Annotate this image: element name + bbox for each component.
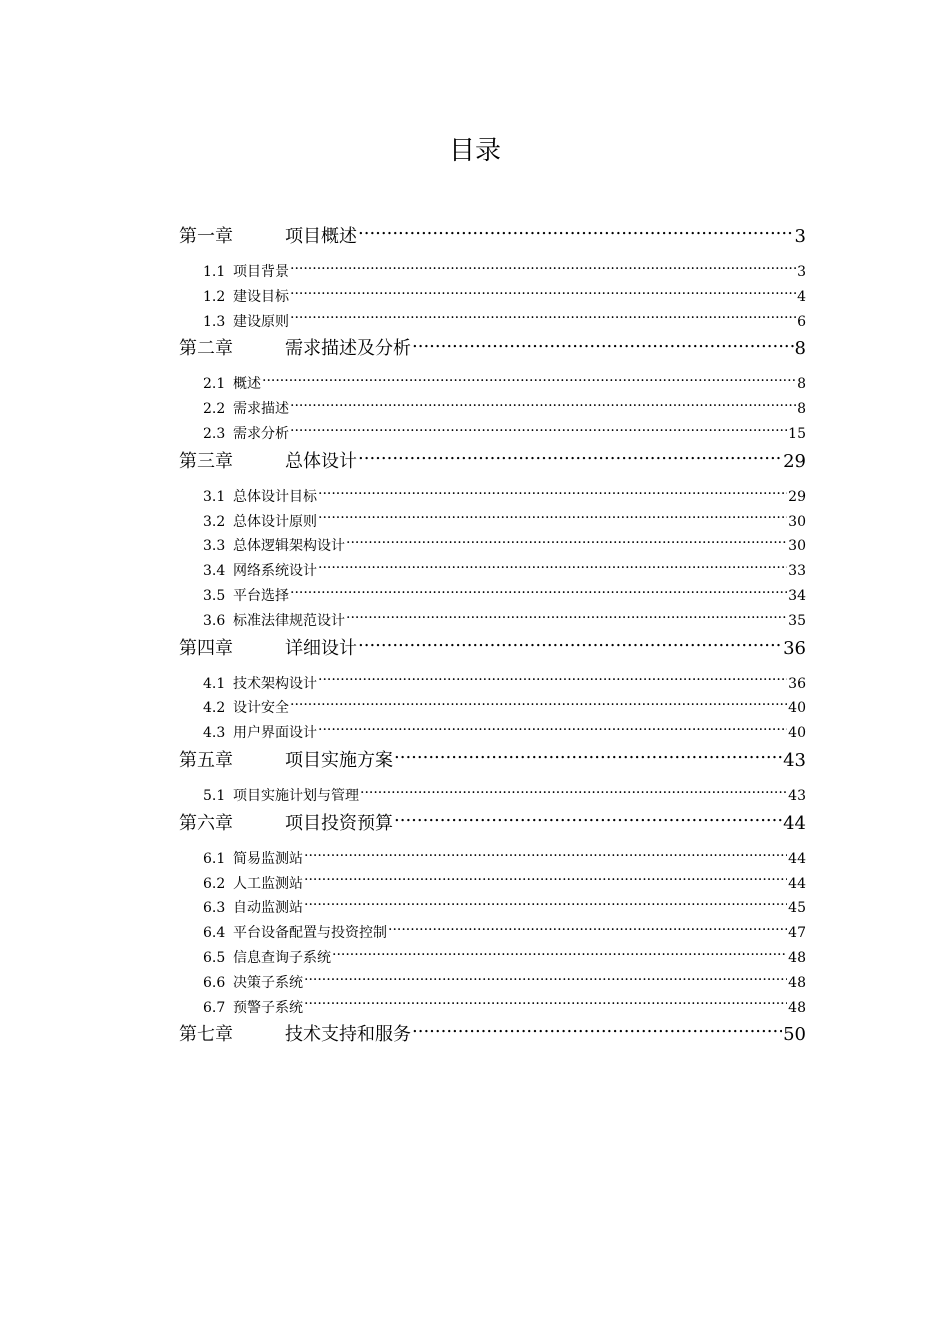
section-number: 6.2 bbox=[203, 875, 226, 892]
dot-leader bbox=[360, 786, 787, 800]
section-title: 建设目标 bbox=[233, 288, 289, 305]
section-page-number: 8 bbox=[797, 376, 806, 393]
toc-section-entry[interactable] bbox=[179, 485, 806, 510]
toc-section-entry[interactable] bbox=[179, 510, 806, 535]
toc-section-entry[interactable] bbox=[179, 534, 806, 559]
section-page-number: 8 bbox=[797, 401, 806, 418]
chapter-title: 项目实施方案 bbox=[285, 749, 393, 771]
section-page-number: 47 bbox=[788, 925, 806, 942]
section-title: 总体设计目标 bbox=[233, 488, 317, 505]
dot-leader bbox=[290, 312, 796, 326]
section-title: 预警子系统 bbox=[233, 999, 303, 1016]
toc-section-entry[interactable] bbox=[179, 310, 806, 335]
toc-chapter-entry[interactable] bbox=[179, 634, 806, 664]
dot-leader bbox=[358, 224, 794, 242]
section-title: 项目背景 bbox=[233, 264, 289, 280]
chapter-title: 需求描述及分析 bbox=[285, 338, 411, 360]
section-title: 简易监测站 bbox=[233, 850, 303, 867]
section-title: 需求分析 bbox=[233, 425, 289, 442]
section-page-number: 48 bbox=[788, 999, 806, 1016]
section-title: 标准法律规范设计 bbox=[233, 612, 345, 629]
toc-section-entry[interactable] bbox=[179, 609, 806, 634]
chapter-page-number: 8 bbox=[794, 338, 806, 360]
section-number: 3.6 bbox=[203, 612, 226, 629]
section-number: 3.1 bbox=[203, 488, 226, 505]
toc-section-entry[interactable] bbox=[179, 996, 806, 1021]
dot-leader bbox=[388, 923, 787, 937]
dot-leader bbox=[304, 973, 787, 987]
dot-leader bbox=[394, 748, 782, 766]
section-title: 项目实施计划与管理 bbox=[233, 787, 359, 804]
dot-leader bbox=[304, 998, 787, 1012]
section-number: 3.5 bbox=[203, 587, 226, 604]
section-page-number: 40 bbox=[788, 725, 806, 742]
section-page-number: 4 bbox=[797, 288, 806, 305]
section-number: 2.2 bbox=[203, 401, 226, 418]
toc-section-entry[interactable] bbox=[179, 847, 806, 872]
section-title: 建设原则 bbox=[233, 313, 289, 330]
chapter-page-number: 29 bbox=[783, 450, 806, 472]
dot-leader bbox=[346, 611, 787, 625]
dot-leader bbox=[304, 849, 787, 863]
chapter-number: 第三章 bbox=[179, 450, 233, 472]
section-number: 5.1 bbox=[203, 787, 226, 804]
toc-section-entry[interactable] bbox=[179, 696, 806, 721]
chapter-title: 总体设计 bbox=[285, 450, 357, 472]
toc-section-entry[interactable] bbox=[179, 372, 806, 397]
section-title: 概述 bbox=[233, 376, 261, 393]
section-page-number: 44 bbox=[788, 850, 806, 867]
toc-section-entry[interactable] bbox=[179, 584, 806, 609]
section-number: 3.3 bbox=[203, 538, 226, 555]
section-title: 总体设计原则 bbox=[233, 513, 317, 530]
toc-chapter-entry[interactable] bbox=[179, 222, 806, 252]
dot-leader bbox=[346, 536, 787, 550]
chapter-title: 技术支持和服务 bbox=[285, 1024, 411, 1046]
toc-section-entry[interactable] bbox=[179, 260, 806, 285]
section-number: 6.1 bbox=[203, 850, 226, 867]
section-number: 2.1 bbox=[203, 376, 226, 393]
section-number: 1.3 bbox=[203, 313, 226, 330]
chapter-page-number: 36 bbox=[783, 637, 806, 659]
chapter-title: 项目概述 bbox=[285, 226, 357, 247]
section-number: 1.1 bbox=[203, 264, 226, 280]
toc-chapter-entry[interactable] bbox=[179, 809, 806, 839]
chapter-number: 第六章 bbox=[179, 812, 233, 834]
dot-leader bbox=[318, 674, 787, 688]
dot-leader bbox=[290, 287, 796, 301]
section-page-number: 45 bbox=[788, 900, 806, 917]
section-title: 信息查询子系统 bbox=[233, 949, 331, 966]
section-title: 平台选择 bbox=[233, 587, 289, 604]
dot-leader bbox=[318, 561, 787, 575]
toc-chapter-entry[interactable] bbox=[179, 746, 806, 776]
chapter-number: 第二章 bbox=[179, 338, 233, 360]
toc-chapter-entry[interactable] bbox=[179, 334, 806, 364]
toc-section-entry[interactable] bbox=[179, 672, 806, 697]
section-page-number: 3 bbox=[797, 264, 806, 280]
section-page-number: 15 bbox=[788, 425, 806, 442]
section-title: 技术架构设计 bbox=[233, 675, 317, 692]
dot-leader bbox=[412, 1022, 782, 1040]
dot-leader bbox=[358, 449, 782, 467]
toc-section-entry[interactable] bbox=[179, 784, 806, 809]
section-number: 4.3 bbox=[203, 725, 226, 742]
section-number: 6.6 bbox=[203, 974, 226, 991]
chapter-title: 项目投资预算 bbox=[285, 812, 393, 834]
toc-section-entry[interactable] bbox=[179, 721, 806, 746]
toc-section-entry[interactable] bbox=[179, 872, 806, 897]
toc-chapter-entry[interactable] bbox=[179, 447, 806, 477]
table-of-contents bbox=[179, 222, 806, 1050]
dot-leader bbox=[318, 512, 787, 526]
section-page-number: 43 bbox=[788, 787, 806, 804]
chapter-number: 第四章 bbox=[179, 637, 233, 659]
toc-section-entry[interactable] bbox=[179, 971, 806, 996]
section-number: 6.4 bbox=[203, 925, 226, 942]
chapter-number: 第七章 bbox=[179, 1024, 233, 1046]
dot-leader bbox=[290, 399, 796, 413]
toc-section-entry[interactable] bbox=[179, 285, 806, 310]
dot-leader bbox=[318, 723, 787, 737]
chapter-title: 详细设计 bbox=[285, 637, 357, 659]
dot-leader bbox=[318, 487, 787, 501]
dot-leader bbox=[304, 898, 787, 912]
section-page-number: 33 bbox=[788, 563, 806, 580]
section-title: 设计安全 bbox=[233, 700, 289, 717]
dot-leader bbox=[332, 948, 787, 962]
section-title: 用户界面设计 bbox=[233, 725, 317, 742]
section-page-number: 44 bbox=[788, 875, 806, 892]
section-number: 3.2 bbox=[203, 513, 226, 530]
chapter-number: 第一章 bbox=[179, 226, 233, 247]
section-number: 3.4 bbox=[203, 563, 226, 580]
section-title: 网络系统设计 bbox=[233, 563, 317, 580]
section-page-number: 48 bbox=[788, 974, 806, 991]
toc-section-entry[interactable] bbox=[179, 422, 806, 447]
dot-leader bbox=[262, 374, 796, 388]
section-title: 自动监测站 bbox=[233, 900, 303, 917]
section-page-number: 6 bbox=[797, 313, 806, 330]
section-page-number: 48 bbox=[788, 949, 806, 966]
section-page-number: 40 bbox=[788, 700, 806, 717]
dot-leader bbox=[394, 811, 782, 829]
section-page-number: 36 bbox=[788, 675, 806, 692]
toc-section-entry[interactable] bbox=[179, 559, 806, 584]
toc-section-entry[interactable] bbox=[179, 921, 806, 946]
section-number: 4.1 bbox=[203, 675, 226, 692]
section-number: 6.7 bbox=[203, 999, 226, 1016]
section-title: 决策子系统 bbox=[233, 974, 303, 991]
chapter-number: 第五章 bbox=[179, 749, 233, 771]
section-number: 1.2 bbox=[203, 288, 226, 305]
dot-leader bbox=[290, 698, 787, 712]
toc-section-entry[interactable] bbox=[179, 946, 806, 971]
toc-chapter-entry[interactable] bbox=[179, 1020, 806, 1050]
section-number: 2.3 bbox=[203, 425, 226, 442]
section-page-number: 30 bbox=[788, 538, 806, 555]
dot-leader bbox=[290, 262, 796, 276]
dot-leader bbox=[290, 424, 787, 438]
chapter-page-number: 50 bbox=[783, 1024, 806, 1046]
section-page-number: 30 bbox=[788, 513, 806, 530]
section-page-number: 35 bbox=[788, 612, 806, 629]
toc-section-entry[interactable] bbox=[179, 397, 806, 422]
section-number: 6.5 bbox=[203, 949, 226, 966]
dot-leader bbox=[304, 874, 787, 888]
toc-title: 目录 bbox=[448, 136, 501, 166]
section-title: 平台设备配置与投资控制 bbox=[233, 925, 387, 942]
dot-leader bbox=[412, 336, 794, 354]
section-number: 6.3 bbox=[203, 900, 226, 917]
chapter-page-number: 44 bbox=[783, 812, 806, 834]
section-title: 人工监测站 bbox=[233, 875, 303, 892]
section-page-number: 34 bbox=[788, 587, 806, 604]
dot-leader bbox=[290, 586, 787, 600]
chapter-page-number: 43 bbox=[783, 749, 806, 771]
section-title: 总体逻辑架构设计 bbox=[233, 538, 345, 555]
section-page-number: 29 bbox=[788, 488, 806, 505]
section-title: 需求描述 bbox=[233, 401, 289, 418]
dot-leader bbox=[358, 636, 782, 654]
chapter-page-number: 3 bbox=[794, 226, 806, 247]
section-number: 4.2 bbox=[203, 700, 226, 717]
toc-section-entry[interactable] bbox=[179, 896, 806, 921]
